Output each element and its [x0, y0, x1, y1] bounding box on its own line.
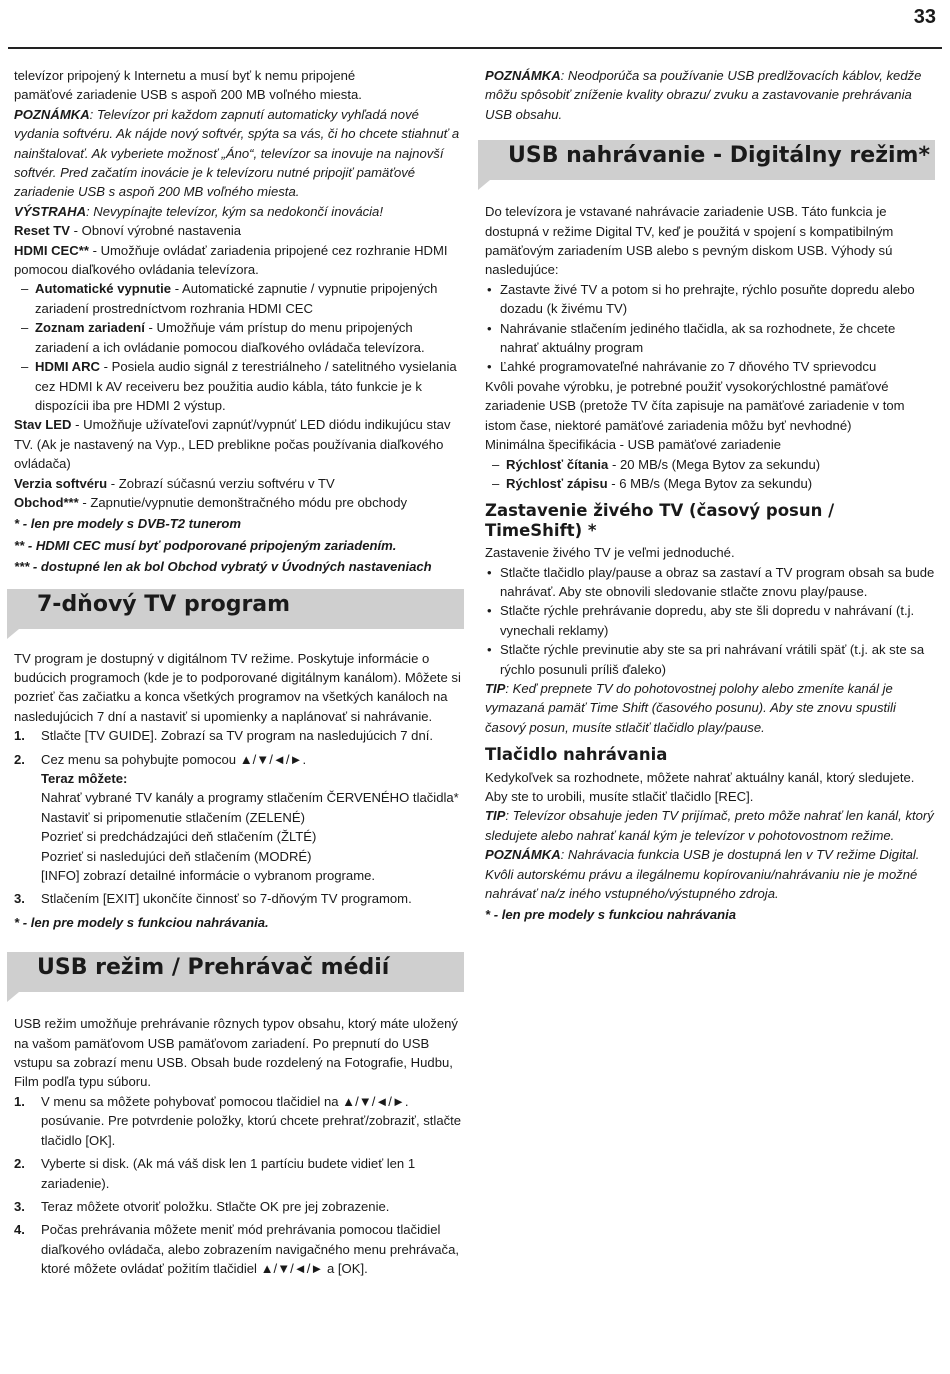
- reset-tv-item: Reset TV - Obnoví výrobné nastavenia: [14, 223, 242, 239]
- bullet-item: • Stlačte rýchle previnutie aby ste sa pri nahrávaní vrátili späť (t.j. ak ste sa rýchlo posunuli príliš ďaleko): [485, 640, 935, 679]
- stav-led-item: Stav LED - Umožňuje užívateľovi zapnúť/vypnúť LED diódu indikujúcu stav TV. (Ak je nastavený na Vyp., LED preblikne počas používania diaľkového ovládača): [14, 417, 451, 472]
- usb-step: 4. Počas prehrávania môžete meniť mód prehrávania pomocou tlačidiel diaľkového ovládača, alebo zobrazením navigačného menu prehrávača, ktoré môžete ovládať požitím tlačidiel ▲/▼/◄/► a [OK].: [14, 1222, 459, 1277]
- footnote: ** - HDMI CEC musí byť podporované pripojeným zariadením.: [14, 537, 397, 553]
- right-column: [485, 66, 935, 925]
- usb-step: 1. V menu sa môžete pohybovať pomocou tlačidiel na ▲/▼/◄/►. posúvanie. Pre potvrdenie položky, ktorú chcete prehrať/zobraziť, stlačte tlačidlo [OK].: [14, 1093, 462, 1148]
- subsection-title: Tlačidlo nahrávania: [485, 745, 668, 765]
- btn-intro: Kedykoľvek sa rozhodnete, môžete nahrať aktuálny kanál, ktorý sledujete. Aby ste to urobili, musíte stlačiť tlačidlo [REC].: [485, 769, 915, 804]
- subsection-title: Zastavenie živého TV (časový posun / TimeShift) *: [485, 501, 835, 540]
- usb-step: 2. Vyberte si disk. (Ak má váš disk len 1 partíciu budete vidieť len 1 zariadenie).: [14, 1156, 416, 1191]
- spec-item: – Rýchlosť čítania - 20 MB/s (Mega Bytov za sekundu): [485, 455, 935, 474]
- usb-step: 3. Teraz môžete otvoriť položku. Stlačte OK pre jej zobrazenie.: [14, 1198, 390, 1214]
- epg-step: 3. Stlačením [EXIT] ukončíte činnosť so 7-dňovým TV programom.: [14, 891, 412, 907]
- ts-intro: Zastavenie živého TV je veľmi jednoduché.: [485, 545, 735, 561]
- intro-line: pamäťové zariadenie USB s aspoň 200 MB voľného miesta.: [14, 87, 362, 103]
- spec-item: – Rýchlosť zápisu - 6 MB/s (Mega Bytov za sekundu): [485, 474, 935, 493]
- note-paragraph: POZNÁMKA: Televízor pri každom zapnutí automaticky vyhľadá nové vydania softvéru. Ak nájde nový softvér, spýta sa vás, či ho chcete stiahnuť a nainštalovať. Ak vyberiete možnosť „Áno“, televízor sa inovuje na najnovší softvér. Pred začatím inovácie je k televízoru nutné pripojiť pamäťové zariadenie USB s aspoň 200 MB voľného miesta.: [14, 106, 460, 200]
- tip-paragraph: TIP: Keď prepnete TV do pohotovostnej polohy alebo zmeníte kanál je vymazaná pamäť Time Shift (časového posunu). Aby ste znovu spustili časový posun, musíte stlačiť tlačidlo play/pause.: [485, 680, 896, 735]
- tip-paragraph: TIP: Televízor obsahuje jeden TV prijímač, preto môže nahrať len kanál, ktorý sledujete alebo nahrať kanál kým je televízor v pohotovostnom režime.: [485, 808, 934, 843]
- rec-intro: Do televízora je vstavané nahrávacie zariadenie USB. Táto funkcia je dostupná v režime Digital TV, keď je použitá v spojení s kompatibilným pamäťovým zariadením USB alebo s pevným diskom USB. Výhody sú nasledujúce:: [485, 204, 894, 278]
- verzia-item: Verzia softvéru - Zobrazí súčasnú verziu softvéru v TV: [14, 475, 335, 491]
- epg-intro: TV program je dostupný v digitálnom TV režime. Poskytuje informácie o budúcich programoch (kde je to podporované digitálnym kanálom). Môžete si pozrieť čas začiatku a konca všetkých programov na všetkých kanáloch na nasledujúcich 7 dní a nastaviť si upomienky a naplánovať si nahrávanie.: [14, 650, 461, 724]
- obchod-item: Obchod*** - Zapnutie/vypnutie demonštračného módu pre obchody: [14, 494, 408, 510]
- epg-step: 1. Stlačte [TV GUIDE]. Zobrazí sa TV program na nasledujúcich 7 dní.: [14, 728, 434, 744]
- rec-body: Kvôli povahe výrobku, je potrebné použiť vysokorýchlostné pamäťové zariadenie USB (pretože TV číta zapisuje na pamäťové zariadenie v tom istom čase, niektoré pamäťové zariadenia môžu byť nevhodné): [485, 378, 905, 433]
- page-number: 33: [913, 6, 936, 28]
- bullet-item: • Stlačte tlačidlo play/pause a obraz sa zastaví a TV program obsah sa bude nahrávať. Aby ste obnovili sledovanie stlačte znovu play/pause.: [485, 563, 935, 602]
- left-column: [14, 66, 464, 1279]
- bullet-item: • Zastavte živé TV a potom si ho prehrajte, rýchlo posuňte dopredu alebo dozadu (k živému TV): [485, 280, 935, 319]
- warning-paragraph: VÝSTRAHA: Nevypínajte televízor, kým sa nedokončí inovácia!: [14, 203, 383, 219]
- bullet-item: • Ľahké programovateľné nahrávanie zo 7 dňového TV sprievodcu: [485, 357, 935, 376]
- intro-line: televízor pripojený k Internetu a musí byť k nemu pripojené: [14, 68, 356, 83]
- rec-min-spec: Minimálna špecifikácia - USB pamäťové zariadenie: [485, 437, 782, 453]
- sub-item: – Automatické vypnutie - Automatické zapnutie / vypnutie pripojených zariadení prostredníctvom rozhrania HDMI CEC: [14, 279, 464, 318]
- footnote: * - len pre modely s funkciou nahrávania: [485, 907, 737, 923]
- footnote: *** - dostupné len ak bol Obchod vybratý v Úvodných nastaveniach: [14, 559, 432, 575]
- note-paragraph: POZNÁMKA: Nahrávacia funkcia USB je dostupná len v TV režime Digital. Kvôli autorskému právu a ilegálnemu kopírovaniu/nahrávaniu nie je možné nahrávať na/z iného vstupného/výstupného zdroja.: [485, 847, 920, 902]
- section-title: USB nahrávanie - Digitálny režim*: [508, 143, 930, 169]
- header-rule: [8, 47, 942, 49]
- bullet-item: • Stlačte rýchle prehrávanie dopredu, aby ste šli dopredu v nahrávaní (t.j. vynechali reklamy): [485, 601, 935, 640]
- hdmi-cec-item: HDMI CEC** - Umožňuje ovládať zariadenia pripojené cez rozhranie HDMI pomocou diaľkového ovládania televízora.: [14, 242, 448, 278]
- bullet-item: • Nahrávanie stlačením jediného tlačidla, ak sa rozhodnete, že chcete nahrať aktuálny program: [485, 319, 935, 358]
- section-banner-recording: [478, 140, 935, 180]
- section-title: USB režim / Prehrávač médií: [37, 955, 390, 981]
- footnote: * - len pre modely s DVB-T2 tunerom: [14, 516, 241, 532]
- usb-intro: USB režim umožňuje prehrávanie rôznych typov obsahu, ktorý máte uložený na vašom pamäťovom USB pamäťovom zariadení. Po prepnutí do USB vstupu sa zobrazí menu USB. Obsah bude rozdelený na Fotografie, Hudbu, Film podľa typu súboru.: [14, 1016, 458, 1090]
- section-banner-epg: [7, 589, 464, 629]
- sub-item: – Zoznam zariadení - Umožňuje vám prístup do menu pripojených zariadení a ich ovládanie pomocou diaľkového ovládača televízora.: [14, 318, 464, 357]
- sub-item: – HDMI ARC - Posiela audio signál z terestriálneho / satelitného vysielania cez HDMI k AV receiveru bez použitia audio kábla, táto funkcie je k dispozícii iba pre HDMI 2 výstup.: [14, 357, 464, 415]
- epg-step: 2. Cez menu sa pohybujte pomocou ▲/▼/◄/►. Teraz môžete: Nahrať vybrané TV kanály a programy stlačením ČERVENÉHO tlačidla* Nastaviť si pripomenutie stlačením (ZELENÉ) Pozrieť si predchádzajúci deň stlačením (ŽLTÉ) Pozrieť si nasledujúci deň stlačením (MODRÉ) [INFO] zobrazí detailné informácie o vybranom programe.: [14, 751, 459, 884]
- footnote: * - len pre modely s funkciou nahrávania.: [14, 914, 269, 930]
- note-paragraph: POZNÁMKA: Neodporúča sa používanie USB predlžovacích káblov, kedže môžu spôsobiť zníženie kvality obrazu/ zvuku a zastavovanie prehrávania USB obsahu.: [485, 68, 922, 122]
- section-banner-usb: [7, 952, 464, 992]
- section-title: 7-dňový TV program: [37, 591, 291, 617]
